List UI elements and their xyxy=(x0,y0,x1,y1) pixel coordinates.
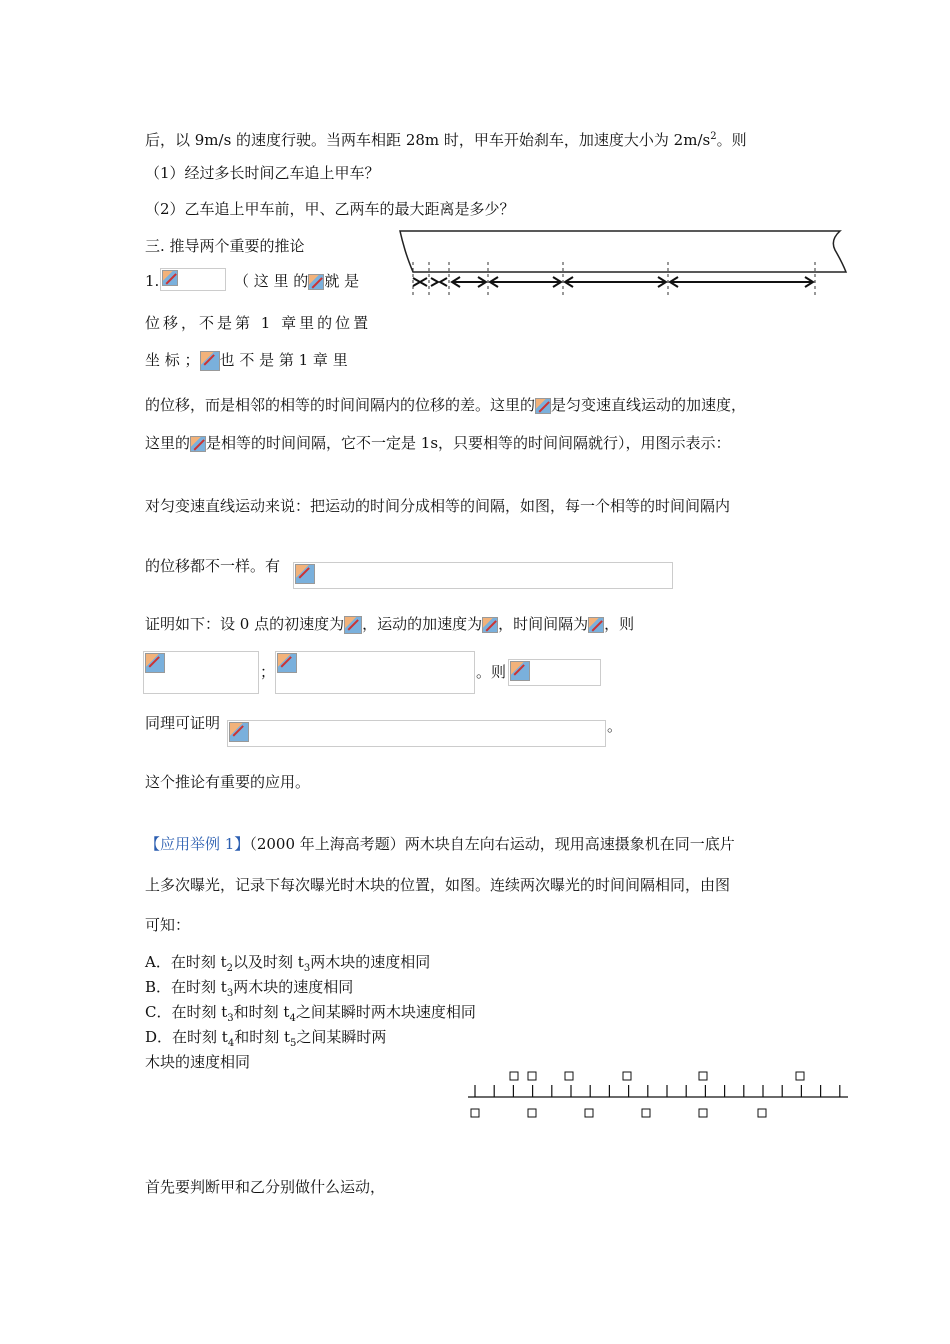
formula-box xyxy=(275,651,475,694)
paragraph-line: 这里的 是相等的时间间隔，它不一定是 1s，只要相等的时间间隔就行），用图示表示： xyxy=(145,434,731,452)
semicolon: ； xyxy=(260,663,276,681)
broken-image-icon xyxy=(535,398,551,414)
block-bottom xyxy=(642,1109,650,1117)
formula-box xyxy=(293,562,673,589)
paragraph-line: 位移，不是第 1 章里的位置 xyxy=(145,314,372,332)
broken-image-icon xyxy=(190,436,206,452)
option-b: B．在时刻 $t_3$两木块的速度相同 xyxy=(145,978,354,999)
block-bottom xyxy=(758,1109,766,1117)
broken-image-icon xyxy=(588,617,604,633)
item-1: 1. xyxy=(145,272,160,290)
paragraph-line: 的位移，而是相邻的相等的时间间隔内的位移的差。这里的 是匀变速直线运动的加速度， xyxy=(145,396,747,414)
option-c: C．在时刻 $t_3$和时刻 $t_4$之间某瞬时两木块速度相同 xyxy=(145,1003,476,1024)
option-d: D．在时刻 $t_4$和时刻 $t_5$之间某瞬时两 xyxy=(145,1028,387,1049)
item-1-text: （ 这 里 的 就 是 xyxy=(234,272,360,290)
formula-box xyxy=(508,659,601,686)
formula-box xyxy=(160,268,226,291)
similar-proof: 同理可证明 xyxy=(145,714,221,732)
example-intro-2: 上多次曝光，记录下每次曝光时木块的位置，如图。连续两次曝光的时间间隔相同，由图 xyxy=(145,876,731,894)
broken-image-icon xyxy=(162,270,178,286)
then-text: 。则 xyxy=(476,663,507,681)
block-top xyxy=(510,1072,518,1080)
broken-image-icon xyxy=(145,653,165,673)
option-d-continued: 木块的速度相同 xyxy=(145,1053,251,1071)
ticker-tape-diagram xyxy=(380,228,850,303)
broken-image-icon xyxy=(295,564,315,584)
problem-intro: 后，以 9m/s 的速度行驶。当两车相距 28m 时，甲车开始刹车，加速度大小为 $2m/s^2$。则 xyxy=(145,131,747,149)
example-intro-3: 可知： xyxy=(145,916,191,934)
period: 。 xyxy=(607,717,623,735)
block-top xyxy=(796,1072,804,1080)
question-2: （2）乙车追上甲车前，甲、乙两车的最大距离是多少？ xyxy=(145,200,515,218)
block-top xyxy=(565,1072,573,1080)
section-heading: 三. 推导两个重要的推论 xyxy=(145,237,305,255)
block-top xyxy=(699,1072,707,1080)
block-top xyxy=(528,1072,536,1080)
formula-box xyxy=(143,651,259,694)
option-a: A．在时刻 $t_2$以及时刻 $t_3$两木块的速度相同 xyxy=(145,953,431,974)
paragraph-line: 坐 标 ； 也 不 是 第 1 章 里 xyxy=(145,351,348,369)
proof-line: 证明如下：设 0 点的初速度为 ，运动的加速度为 ，时间间隔为 ，则 xyxy=(145,615,635,633)
block-top xyxy=(623,1072,631,1080)
broken-image-icon xyxy=(482,617,498,633)
tape-outline xyxy=(400,231,846,272)
formula-box xyxy=(227,720,606,747)
block-bottom xyxy=(585,1109,593,1117)
exposure-diagram xyxy=(466,1066,850,1122)
example-intro: 【应用举例 1】（2000 年上海高考题）两木块自左向右运动，现用高速摄象机在同一底片 xyxy=(145,835,735,853)
broken-image-icon xyxy=(344,616,362,634)
question-1: （1）经过多长时间乙车追上甲车？ xyxy=(145,164,380,182)
broken-image-icon xyxy=(510,661,530,681)
broken-image-icon xyxy=(277,653,297,673)
block-bottom xyxy=(471,1109,479,1117)
importance-line: 这个推论有重要的应用。 xyxy=(145,773,311,791)
broken-image-icon xyxy=(308,274,324,290)
paragraph-line: 对匀变速直线运动来说：把运动的时间分成相等的间隔，如图，每一个相等的时间间隔内 xyxy=(145,497,731,515)
broken-image-icon xyxy=(200,351,220,371)
paragraph-line: 的位移都不一样。有 xyxy=(145,557,281,575)
block-bottom xyxy=(699,1109,707,1117)
broken-image-icon xyxy=(229,722,249,742)
example-tag: 【应用举例 1】 xyxy=(145,835,250,853)
analysis-line: 首先要判断甲和乙分别做什么运动， xyxy=(145,1178,386,1196)
block-bottom xyxy=(528,1109,536,1117)
